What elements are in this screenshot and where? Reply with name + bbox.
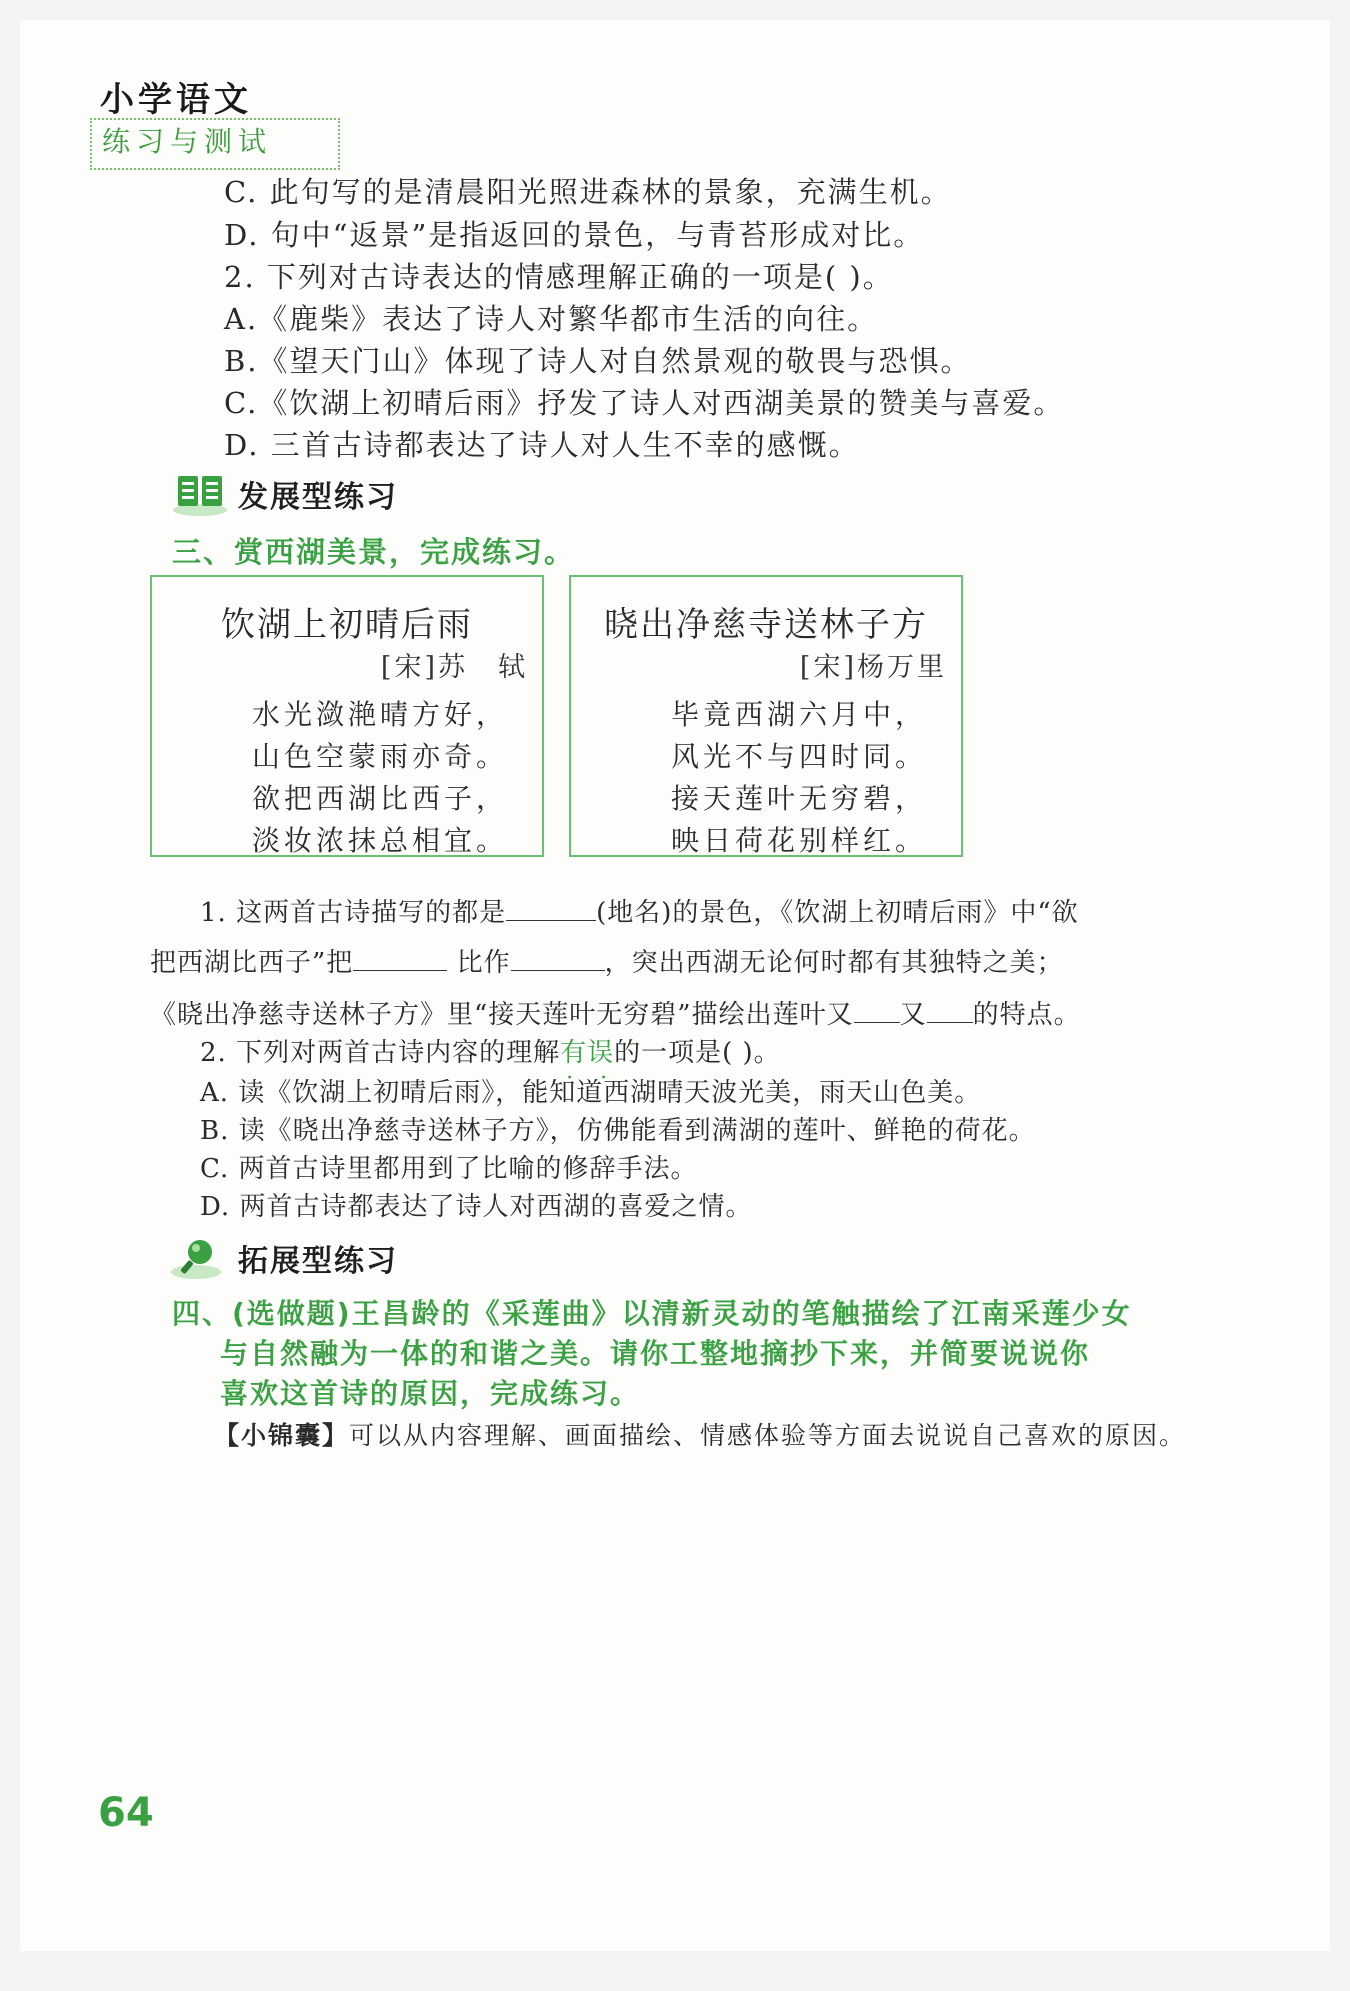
q4-line2: 与自然融为一体的和谐之美。请你工整地摘抄下来，并简要说说你: [220, 1337, 1091, 1370]
text: ，突出西湖无论何时都有其独特之美；: [604, 948, 1064, 978]
text: 2. 下列对两首古诗内容的理解: [200, 1038, 561, 1068]
q3-heading: 三、赏西湖美景，完成练习。: [172, 535, 576, 569]
poem-author: [宋]苏 轼: [380, 652, 528, 683]
text: (地名)的景色，《饮湖上初晴后雨》中“欲: [596, 898, 1079, 928]
section-develop-header: [172, 472, 398, 516]
tip-label: 【小锦囊】: [214, 1421, 350, 1450]
tip: [214, 1416, 1186, 1452]
prev-option-c: C. 此句写的是清晨阳光照进森林的景象，充满生机。: [224, 175, 952, 209]
q2-option-c: C.《饮湖上初晴后雨》抒发了诗人对西湖美景的赞美与喜爱。: [224, 386, 1065, 420]
poem-line: 山色空蒙雨亦奇。: [252, 740, 509, 773]
blank-feature-1[interactable]: [854, 996, 900, 1023]
poem-title: 晓出净慈寺送林子方: [604, 605, 928, 645]
poem-line: 映日荷花别样红。: [671, 824, 928, 857]
workbook-page: [20, 20, 1330, 1951]
poem-author: [宋]杨万里: [799, 652, 947, 683]
series-title: 练习与测试: [90, 118, 340, 170]
q2-option-a: A.《鹿柴》表达了诗人对繁华都市生活的向往。: [224, 302, 879, 336]
blank-subject[interactable]: [353, 944, 447, 971]
blank-place[interactable]: [506, 894, 596, 921]
text: 的一项是( )。: [614, 1038, 781, 1068]
section-develop-title: 发展型练习: [238, 480, 398, 515]
text: 的特点。: [972, 1000, 1081, 1030]
q3-2-option-b: B. 读《晓出净慈寺送林子方》，仿佛能看到满湖的莲叶、鲜艳的荷花。: [200, 1116, 1036, 1146]
prev-option-d: D. 句中“返景”是指返回的景色，与青苔形成对比。: [224, 218, 925, 252]
poem-line: 水光潋滟晴方好，: [252, 698, 509, 731]
book-icon: [172, 472, 228, 516]
q3-2-option-d: D. 两首古诗都表达了诗人对西湖的喜爱之情。: [200, 1192, 753, 1222]
blank-feature-2[interactable]: [927, 996, 973, 1023]
poem-title: 饮湖上初晴后雨: [221, 605, 473, 645]
text: 又: [899, 1000, 927, 1030]
q3-1-line3: [150, 994, 1081, 1031]
poem-line: 风光不与四时同。: [671, 740, 928, 773]
magnifier-icon: [170, 1236, 228, 1280]
text: 把西湖比西子”把: [150, 948, 354, 978]
q4-line3: 喜欢这首诗的原因，完成练习。: [220, 1377, 641, 1410]
text: 比作: [456, 948, 511, 978]
poem-line: 毕竟西湖六月中，: [671, 698, 928, 731]
q3-2-stem: [200, 1032, 781, 1069]
blank-object[interactable]: [511, 944, 605, 971]
q3-1-line1: [200, 892, 1079, 929]
q3-1-line2: [150, 942, 1064, 979]
text: 1. 这两首古诗描写的都是: [200, 898, 507, 928]
poem-card-2: [569, 575, 963, 857]
subject-title: 小学语文: [100, 80, 252, 120]
poem-line: 欲把西湖比西子，: [252, 782, 509, 815]
q2-option-d: D. 三首古诗都表达了诗人对人生不幸的感慨。: [224, 428, 860, 462]
emphasis-text: 有误 · ·: [560, 1038, 614, 1068]
q3-2-option-a: A. 读《饮湖上初晴后雨》，能知道西湖晴天波光美，雨天山色美。: [200, 1078, 982, 1108]
q4-line1: 四、(选做题)王昌龄的《采莲曲》以清新灵动的笔触描绘了江南采莲少女: [172, 1297, 1132, 1330]
section-extend-header: [170, 1236, 398, 1280]
poem-line: 接天莲叶无穷碧，: [671, 782, 928, 815]
tip-text: 可以从内容理解、画面描绘、情感体验等方面去说说自己喜欢的原因。: [349, 1421, 1187, 1450]
poem-line: 淡妆浓抹总相宜。: [252, 824, 509, 857]
q2-option-b: B.《望天门山》体现了诗人对自然景观的敬畏与恐惧。: [224, 344, 972, 378]
q3-2-option-c: C. 两首古诗里都用到了比喻的修辞手法。: [200, 1154, 698, 1184]
poem-card-1: [150, 575, 544, 857]
text: 《晓出净慈寺送林子方》里“接天莲叶无穷碧”描绘出莲叶又: [150, 1000, 854, 1030]
section-extend-title: 拓展型练习: [238, 1244, 398, 1279]
q2-stem: 2. 下列对古诗表达的情感理解正确的一项是( )。: [224, 260, 894, 294]
page-number: 64: [98, 1790, 154, 1836]
